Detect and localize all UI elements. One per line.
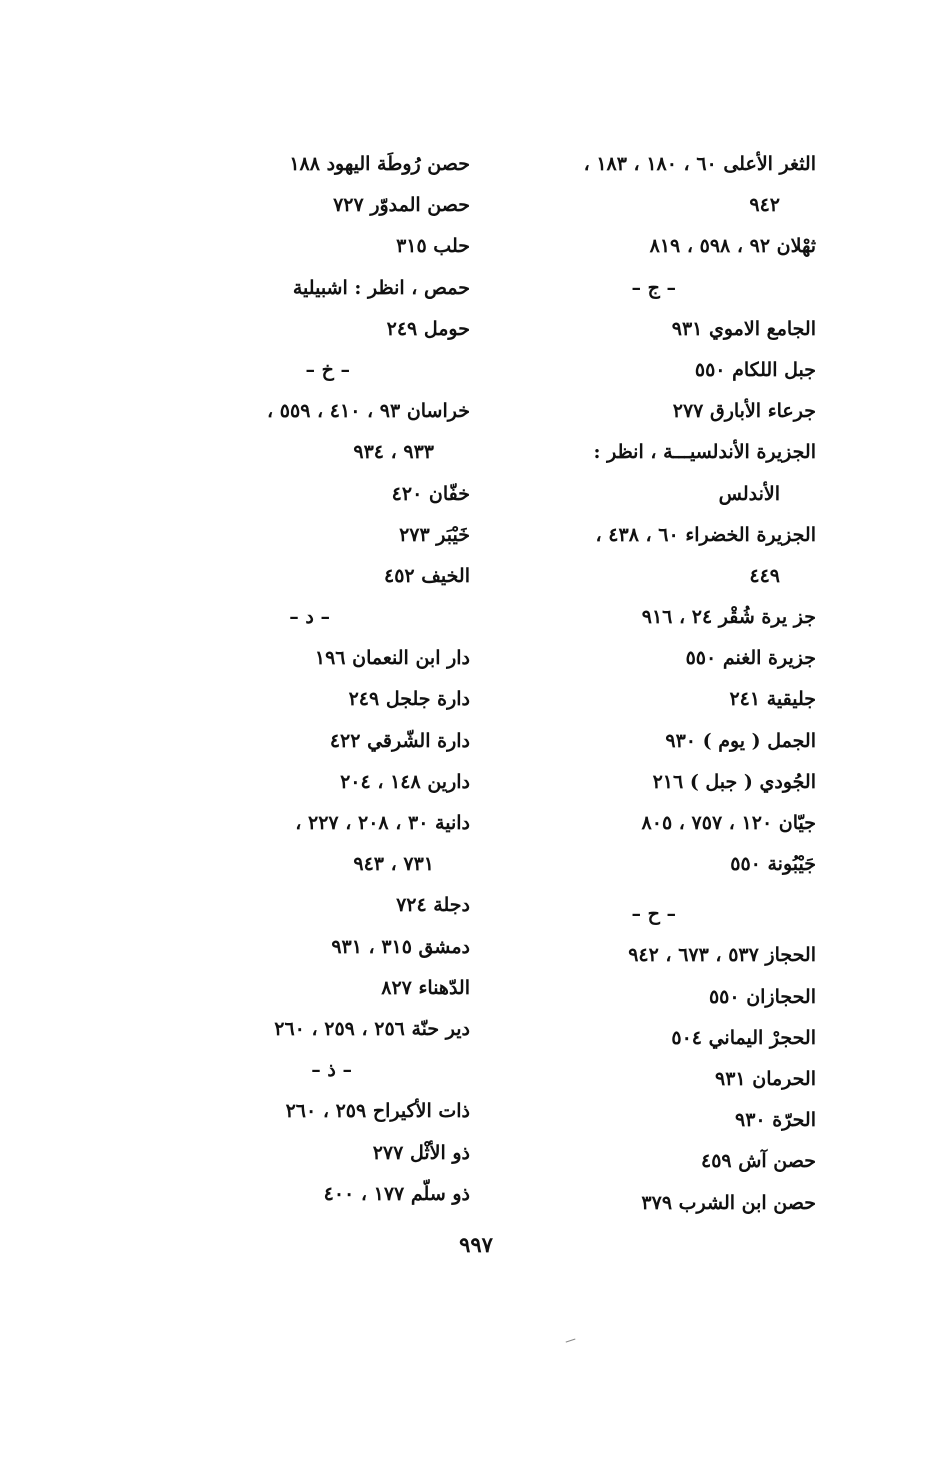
index-entry: الجامع الاموي ٩٣١ — [671, 317, 816, 340]
index-entry: دارة الشّرقي ٤٢٢ — [329, 729, 470, 752]
index-entry: خراسان ٩٣ ، ٤١٠ ، ٥٥٩ ، — [267, 400, 470, 423]
index-entry: دارة جلجل ٢٤٩ — [348, 688, 470, 711]
letter-heading: – د – — [289, 606, 330, 629]
index-entry: ذو سلّم ١٧٧ ، ٤٠٠ — [323, 1182, 470, 1205]
index-entry: الجمل ( يوم ) ٩٣٠ — [665, 729, 816, 752]
index-entry: ذات الأكيراح ٢٥٩ ، ٢٦٠ — [285, 1100, 470, 1123]
index-column-right — [516, 144, 816, 1224]
page-number: ٩٩٧ — [459, 1232, 493, 1257]
index-entry: دارين ١٤٨ ، ٢٠٤ — [340, 770, 470, 793]
index-entry: الحرمان ٩٣١ — [715, 1067, 816, 1090]
index-entry-continuation: ٤٤٩ — [749, 564, 780, 587]
letter-heading: – خ – — [305, 358, 350, 381]
paper-speck — [566, 1339, 577, 1346]
index-entry: حصن آش ٤٥٩ — [700, 1150, 816, 1173]
index-entry: ذو الأثْل ٢٧٧ — [372, 1141, 470, 1164]
index-entry: جليقية ٢٤١ — [729, 688, 816, 711]
index-entry: دانية ٣٠ ، ٢٠٨ ، ٢٢٧ ، — [295, 812, 470, 834]
index-entry: حصن المدوّر ٧٢٧ — [333, 194, 470, 217]
index-entry: حصن رُوطَة اليهود ١٨٨ — [289, 153, 470, 175]
index-entry: جيّان ١٢٠ ، ٧٥٧ ، ٨٠٥ — [641, 812, 816, 834]
index-entry: الدّهناء ٨٢٧ — [381, 976, 470, 999]
index-entry: ثهْلان ٩٢ ، ٥٩٨ ، ٨١٩ — [649, 235, 816, 258]
letter-heading: – ج – — [631, 276, 676, 299]
index-entry-continuation: ٩٣٣ ، ٩٣٤ — [353, 441, 434, 464]
index-entry: دار ابن النعمان ١٩٦ — [314, 647, 470, 670]
index-entry: دير حنّة ٢٥٦ ، ٢٥٩ ، ٢٦٠ — [274, 1017, 470, 1040]
index-entry-continuation: ٩٤٢ — [749, 194, 780, 217]
index-entry: الجزيرة الخضراء ٦٠ ، ٤٣٨ ، — [595, 523, 816, 546]
index-entry: حومل ٢٤٩ — [386, 317, 470, 340]
index-entry-continuation: ٧٣١ ، ٩٤٣ — [353, 853, 434, 876]
index-entry: الحرّة ٩٣٠ — [734, 1109, 816, 1132]
index-entry: دجلة ٧٢٤ — [396, 894, 470, 917]
index-entry: خَيْبَر ٢٧٣ — [399, 523, 470, 546]
index-entry: الحجازان ٥٥٠ — [708, 985, 816, 1008]
index-entry: جبل اللكام ٥٥٠ — [694, 358, 816, 381]
index-entry-continuation: الأندلس — [718, 482, 780, 505]
index-entry: حمص ، انظر : اشبيلية — [292, 276, 470, 299]
index-entry: حصن ابن الشرب ٣٧٩ — [641, 1191, 816, 1214]
index-entry: الجزيرة الأندلسيـــة ، انظر : — [593, 441, 816, 464]
index-entry: جرعاء الأبارق ٢٧٧ — [672, 400, 816, 423]
letter-heading: – ذ – — [311, 1059, 352, 1082]
index-column-left — [160, 144, 470, 1215]
index-entry: الحجرْ اليماني ٥٠٤ — [671, 1026, 816, 1049]
index-entry: الثغر الأعلى ٦٠ ، ١٨٠ ، ١٨٣ ، — [583, 153, 816, 175]
index-entry: الخيف ٤٥٢ — [384, 564, 470, 587]
index-entry: حلب ٣١٥ — [396, 235, 470, 258]
index-entry: الجُودي ( جبل ) ٢١٦ — [652, 770, 816, 793]
index-entry: خفّان ٤٢٠ — [391, 482, 470, 505]
index-entry: جزيرة الغنم ٥٥٠ — [685, 647, 816, 670]
index-entry: الحجاز ٥٣٧ ، ٦٧٣ ، ٩٤٢ — [628, 944, 816, 967]
letter-heading: – ح – — [631, 903, 676, 926]
index-entry: دمشق ٣١٥ ، ٩٣١ — [331, 935, 470, 958]
index-entry: جز يرة شُقْر ٢٤ ، ٩١٦ — [641, 606, 816, 629]
index-entry: جَيْبُونة ٥٥٠ — [730, 853, 816, 876]
